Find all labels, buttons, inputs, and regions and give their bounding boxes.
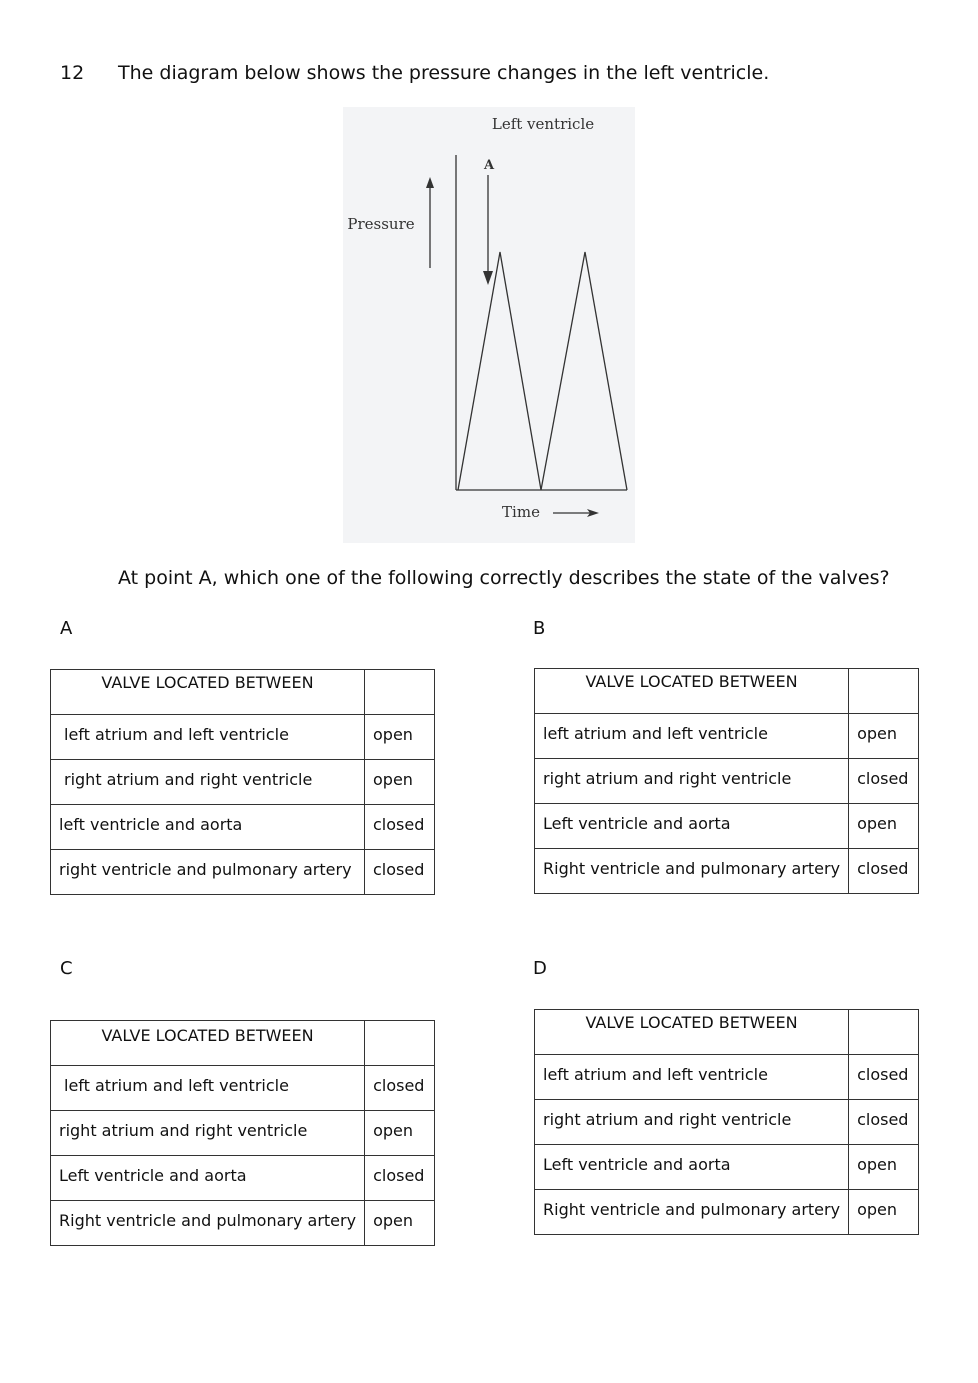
header-state	[365, 670, 435, 715]
option-d-table	[534, 1009, 919, 1235]
valve-name: Left ventricle and aorta	[535, 1145, 849, 1190]
valve-name: right atrium and right ventricle	[51, 760, 365, 805]
valve-name: left ventricle and aorta	[51, 805, 365, 850]
valve-state: closed	[365, 1156, 435, 1201]
table-row	[535, 1100, 919, 1145]
valve-state: open	[365, 760, 435, 805]
valve-name: right atrium and right ventricle	[51, 1111, 365, 1156]
valve-state: closed	[365, 850, 435, 895]
diagram-title: Left ventricle	[491, 115, 595, 133]
valve-state: open	[849, 1145, 919, 1190]
table-row	[51, 1111, 435, 1156]
valve-state: open	[849, 804, 919, 849]
table-header-row	[51, 670, 435, 715]
table-row	[535, 804, 919, 849]
table-row	[51, 1066, 435, 1111]
valve-state: closed	[849, 849, 919, 894]
table-row	[535, 1145, 919, 1190]
point-a-label: A	[483, 158, 495, 173]
table-row	[535, 759, 919, 804]
valve-state: closed	[365, 805, 435, 850]
option-b-table	[534, 668, 919, 894]
question-number: 12	[60, 62, 85, 84]
pressure-graph	[343, 107, 635, 543]
valve-state: closed	[849, 1100, 919, 1145]
header-valve: VALVE LOCATED BETWEEN	[535, 1010, 849, 1055]
valve-state: open	[849, 1190, 919, 1235]
valve-state: closed	[849, 759, 919, 804]
valve-name: left atrium and left ventricle	[535, 714, 849, 759]
table-row	[535, 1190, 919, 1235]
header-state	[849, 1010, 919, 1055]
valve-state: closed	[849, 1055, 919, 1100]
header-state	[365, 1021, 435, 1066]
valve-state: closed	[365, 1066, 435, 1111]
valve-name: Right ventricle and pulmonary artery	[535, 849, 849, 894]
header-valve: VALVE LOCATED BETWEEN	[51, 1021, 365, 1066]
pressure-diagram	[343, 107, 635, 543]
option-b-letter: B	[533, 618, 546, 639]
valve-name: left atrium and left ventricle	[51, 715, 365, 760]
table-row	[51, 760, 435, 805]
question-prompt: At point A, which one of the following correctly describes the state of the valves?	[118, 567, 890, 589]
valve-name: Right ventricle and pulmonary artery	[51, 1201, 365, 1246]
table-header-row	[535, 1010, 919, 1055]
table-header-row	[51, 1021, 435, 1066]
table-row	[51, 805, 435, 850]
table-row	[51, 715, 435, 760]
valve-name: Left ventricle and aorta	[535, 804, 849, 849]
valve-state: open	[365, 1111, 435, 1156]
valve-state: open	[365, 1201, 435, 1246]
table-row	[535, 849, 919, 894]
option-c-letter: C	[60, 958, 73, 979]
table-row	[535, 714, 919, 759]
valve-name: Right ventricle and pulmonary artery	[535, 1190, 849, 1235]
option-c-table	[50, 1020, 435, 1246]
table-header-row	[535, 669, 919, 714]
table-row	[51, 1201, 435, 1246]
x-axis-label: Time	[502, 503, 540, 521]
table-row	[535, 1055, 919, 1100]
option-a-table	[50, 669, 435, 895]
valve-state: open	[849, 714, 919, 759]
valve-name: right atrium and right ventricle	[535, 759, 849, 804]
valve-name: Left ventricle and aorta	[51, 1156, 365, 1201]
header-valve: VALVE LOCATED BETWEEN	[51, 670, 365, 715]
option-a-letter: A	[60, 618, 73, 639]
valve-name: right ventricle and pulmonary artery	[51, 850, 365, 895]
valve-state: open	[365, 715, 435, 760]
valve-name: right atrium and right ventricle	[535, 1100, 849, 1145]
header-state	[849, 669, 919, 714]
valve-name: left atrium and left ventricle	[51, 1066, 365, 1111]
table-row	[51, 850, 435, 895]
table-row	[51, 1156, 435, 1201]
y-axis-label: Pressure	[347, 215, 415, 233]
question-text: The diagram below shows the pressure changes in the left ventricle.	[118, 62, 770, 84]
valve-name: left atrium and left ventricle	[535, 1055, 849, 1100]
option-d-letter: D	[533, 958, 547, 979]
header-valve: VALVE LOCATED BETWEEN	[535, 669, 849, 714]
